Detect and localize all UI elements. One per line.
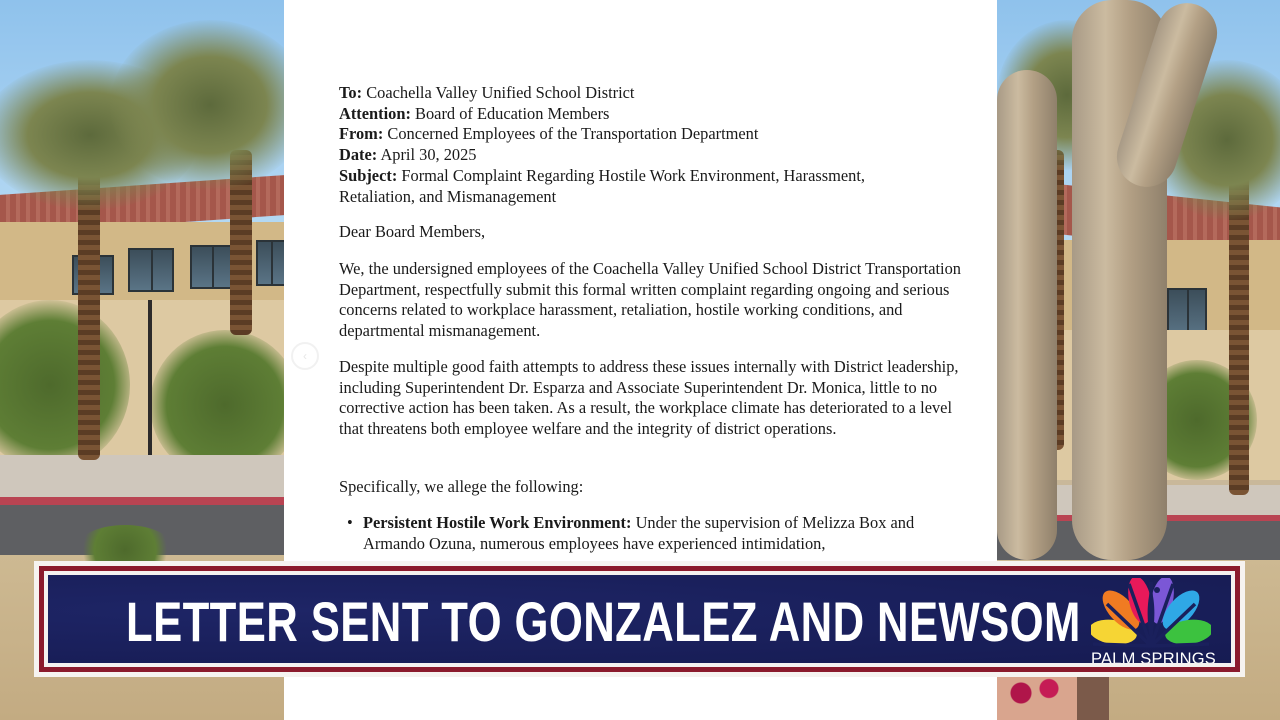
header-value: Coachella Valley Unified School District — [366, 83, 635, 102]
paragraph-attempts: Despite multiple good faith attempts to address these issues internally with District leadership, including Superintendent Dr. Esparza and Associate Superintendent Dr. Monica, little to no corrective action has been taken. As a result, the workplace climate has deteriorated to a level that threatens both employee welfare and the integrity of district operations. — [339, 357, 959, 439]
header-subject-continued — [339, 187, 556, 208]
tree-trunk — [997, 70, 1057, 560]
bullet-text: Under the supervision of Melizza Box and Armando Ozuna, numerous employees have experienced intimidation, — [363, 513, 915, 553]
header-label: To: — [339, 83, 363, 102]
header-value: April 30, 2025 — [380, 145, 477, 164]
sidewalk — [0, 455, 284, 497]
header-date — [339, 145, 477, 166]
previous-arrow-icon[interactable]: ‹ — [291, 342, 319, 370]
lower-third-banner — [34, 561, 1245, 677]
station-name: PALM SPRINGS — [1091, 650, 1216, 663]
header-value: Formal Complaint Regarding Hostile Work Environment, Harassment, — [401, 166, 866, 185]
header-value: Concerned Employees of the Transportation Department — [387, 124, 759, 143]
banner-white-stroke — [44, 571, 1235, 667]
bullet-dot: • — [347, 513, 353, 532]
nbc-peacock-icon — [1091, 578, 1211, 650]
banner-panel — [48, 575, 1231, 663]
station-logo — [1091, 578, 1216, 663]
window — [190, 245, 234, 289]
flowers — [997, 675, 1077, 720]
banner-red-stroke — [39, 566, 1240, 672]
lamp-post — [148, 300, 152, 460]
header-label: From: — [339, 124, 384, 143]
header-value: Retaliation, and Mismanagement — [339, 187, 557, 206]
curb — [0, 497, 284, 505]
allegation-bullet — [347, 513, 961, 554]
palm-trunk — [1229, 175, 1249, 495]
window — [128, 248, 174, 292]
header-attention — [339, 104, 609, 125]
post — [1077, 675, 1109, 720]
header-label: Date: — [339, 145, 378, 164]
header-subject — [339, 166, 865, 187]
banner-headline: LETTER SENT TO GONZALEZ AND NEWSOM — [126, 590, 1081, 653]
paragraph-intro: We, the undersigned employees of the Coachella Valley Unified School District Transportation Department, respectfully submit this formal written complaint regarding ongoing and serious concerns related to workplace harassment, retaliation, hostile working conditions, and departmental mismanagement. — [339, 259, 962, 341]
bullet-title: Persistent Hostile Work Environment: — [363, 513, 632, 532]
header-label: Attention: — [339, 104, 411, 123]
window — [256, 240, 284, 286]
header-label: Subject: — [339, 166, 398, 185]
salutation: Dear Board Members, — [339, 222, 486, 241]
header-from — [339, 124, 758, 145]
header-to — [339, 83, 634, 104]
paragraph-allegations-lead: Specifically, we allege the following: — [339, 477, 584, 496]
header-value: Board of Education Members — [415, 104, 610, 123]
